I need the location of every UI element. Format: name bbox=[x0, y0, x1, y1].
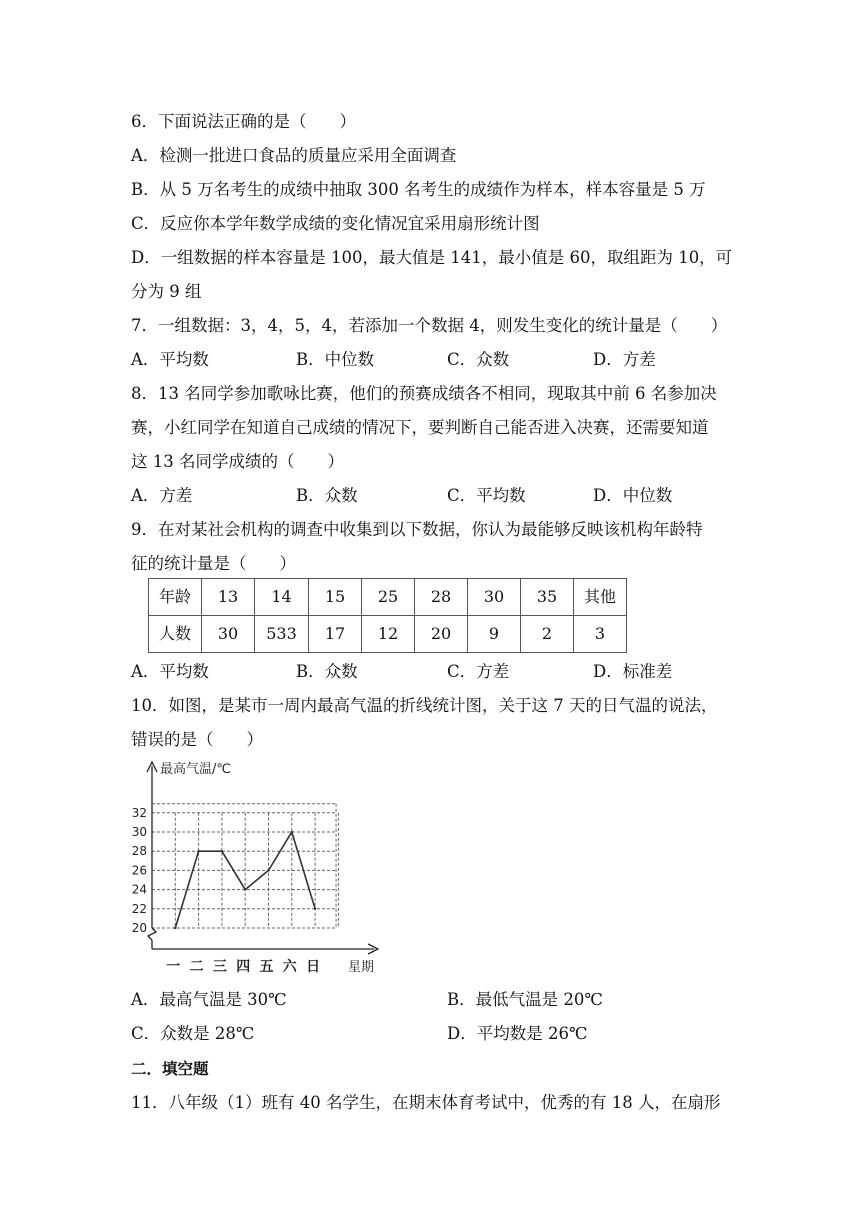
table-cell: 13 bbox=[202, 579, 255, 616]
table-cell: 30 bbox=[468, 579, 521, 616]
q6-option-b: B．从 5 万名考生的成绩中抽取 300 名考生的成绩作为样本，样本容量是 5 万 bbox=[131, 180, 706, 199]
y-tick-label: 32 bbox=[131, 805, 147, 820]
x-tick-label: 日 bbox=[306, 959, 321, 975]
q11-stem-line1: 11．八年级（1）班有 40 名学生，在期末体育考试中，优秀的有 18 人，在扇形 bbox=[131, 1093, 721, 1112]
q10-option-a: A．最高气温是 30℃ bbox=[131, 990, 287, 1009]
table-cell: 3 bbox=[574, 616, 627, 653]
chart-grid bbox=[152, 804, 338, 928]
q7-option-c: C．众数 bbox=[447, 350, 510, 369]
axis-break-mark bbox=[148, 928, 156, 940]
table-cell: 其他 bbox=[574, 579, 627, 616]
data-point bbox=[267, 869, 269, 871]
q10-option-b: B．最低气温是 20℃ bbox=[447, 990, 603, 1009]
data-point bbox=[291, 831, 293, 833]
y-tick-label: 22 bbox=[131, 901, 147, 916]
q9-option-b: B．众数 bbox=[296, 662, 358, 681]
q9-stem-line2: 征的统计量是（ ） bbox=[131, 554, 296, 573]
q10-option-c: C．众数是 28℃ bbox=[131, 1024, 255, 1043]
table-cell: 人数 bbox=[149, 616, 202, 653]
q9-stem-line1: 9．在对某社会机构的调查中收集到以下数据，你认为最能够反映该机构年龄特 bbox=[131, 520, 703, 539]
age-table bbox=[148, 578, 627, 653]
x-tick-label: 四 bbox=[236, 959, 251, 975]
q8-stem-line1: 8．13 名同学参加歌咏比赛，他们的预赛成绩各不相同，现取其中前 6 名参加决 bbox=[131, 384, 717, 403]
q9-option-c: C．方差 bbox=[447, 662, 510, 681]
q10-option-d: D．平均数是 26℃ bbox=[447, 1024, 588, 1043]
data-point bbox=[221, 850, 223, 852]
q10-stem-line2: 错误的是（ ） bbox=[131, 730, 263, 749]
q6-option-a: A．检测一批进口食品的质量应采用全面调查 bbox=[131, 146, 457, 165]
table-cell: 14 bbox=[255, 579, 309, 616]
x-tick-labels bbox=[166, 958, 320, 975]
q7-option-d: D．方差 bbox=[593, 350, 656, 369]
q8-option-a: A．方差 bbox=[131, 486, 193, 505]
x-tick-label: 三 bbox=[212, 959, 227, 975]
data-point bbox=[314, 908, 316, 910]
y-tick-label: 20 bbox=[131, 921, 147, 935]
x-tick-label: 六 bbox=[282, 959, 297, 975]
q8-option-d: D．中位数 bbox=[593, 486, 673, 505]
q7-option-a: A．平均数 bbox=[131, 350, 209, 369]
table-cell: 9 bbox=[468, 616, 521, 653]
table-cell: 17 bbox=[309, 616, 362, 653]
y-tick-label: 30 bbox=[131, 825, 147, 839]
table-cell: 28 bbox=[415, 579, 468, 616]
q8-stem-line3: 这 13 名同学成绩的（ ） bbox=[131, 452, 344, 471]
x-tick-label: 一 bbox=[166, 959, 181, 975]
table-row bbox=[149, 616, 627, 653]
y-tick-label: 24 bbox=[131, 882, 147, 897]
table-row bbox=[149, 579, 627, 616]
q10-stem-line1: 10．如图，是某市一周内最高气温的折线统计图，关于这 7 天的日气温的说法， bbox=[131, 696, 718, 715]
table-cell: 25 bbox=[362, 579, 415, 616]
section-title: 二．填空题 bbox=[131, 1060, 209, 1078]
q6-option-d-line1: D．一组数据的样本容量是 100，最大值是 141，最小值是 60，取组距为 10，可 bbox=[131, 248, 733, 267]
table-cell: 20 bbox=[415, 616, 468, 653]
q6-stem: 6．下面说法正确的是（ ） bbox=[131, 112, 356, 131]
data-point bbox=[197, 850, 199, 852]
y-tick-label: 26 bbox=[131, 863, 147, 878]
y-axis-label: 最高气温/℃ bbox=[160, 762, 231, 777]
y-tick-label: 28 bbox=[131, 844, 147, 859]
q8-option-b: B．众数 bbox=[296, 486, 358, 505]
x-axis-label: 星期 bbox=[348, 960, 375, 975]
data-point bbox=[174, 927, 176, 929]
q8-option-c: C．平均数 bbox=[447, 486, 526, 505]
q9-option-d: D．标准差 bbox=[593, 662, 673, 681]
y-tick-labels bbox=[132, 806, 147, 935]
table-cell: 2 bbox=[521, 616, 574, 653]
x-tick-label: 二 bbox=[189, 959, 204, 975]
temperature-line-chart bbox=[131, 760, 386, 978]
data-point bbox=[244, 888, 246, 890]
table-cell: 12 bbox=[362, 616, 415, 653]
q7-option-b: B．中位数 bbox=[296, 350, 375, 369]
q8-stem-line2: 赛，小红同学在知道自己成绩的情况下，要判断自己能否进入决赛，还需要知道 bbox=[131, 418, 709, 437]
x-tick-label: 五 bbox=[259, 959, 274, 975]
table-cell: 30 bbox=[202, 616, 255, 653]
table-cell: 35 bbox=[521, 579, 574, 616]
chart-axes bbox=[147, 762, 378, 954]
q7-stem: 7．一组数据：3，4，5，4，若添加一个数据 4，则发生变化的统计量是（ ） bbox=[131, 316, 728, 335]
table-cell: 533 bbox=[255, 616, 309, 653]
q6-option-d-line2: 分为 9 组 bbox=[131, 282, 202, 301]
q9-option-a: A．平均数 bbox=[131, 662, 209, 681]
table-cell: 年龄 bbox=[149, 579, 202, 616]
table-cell: 15 bbox=[309, 579, 362, 616]
q6-option-c: C．反应你本学年数学成绩的变化情况宜采用扇形统计图 bbox=[131, 214, 540, 233]
